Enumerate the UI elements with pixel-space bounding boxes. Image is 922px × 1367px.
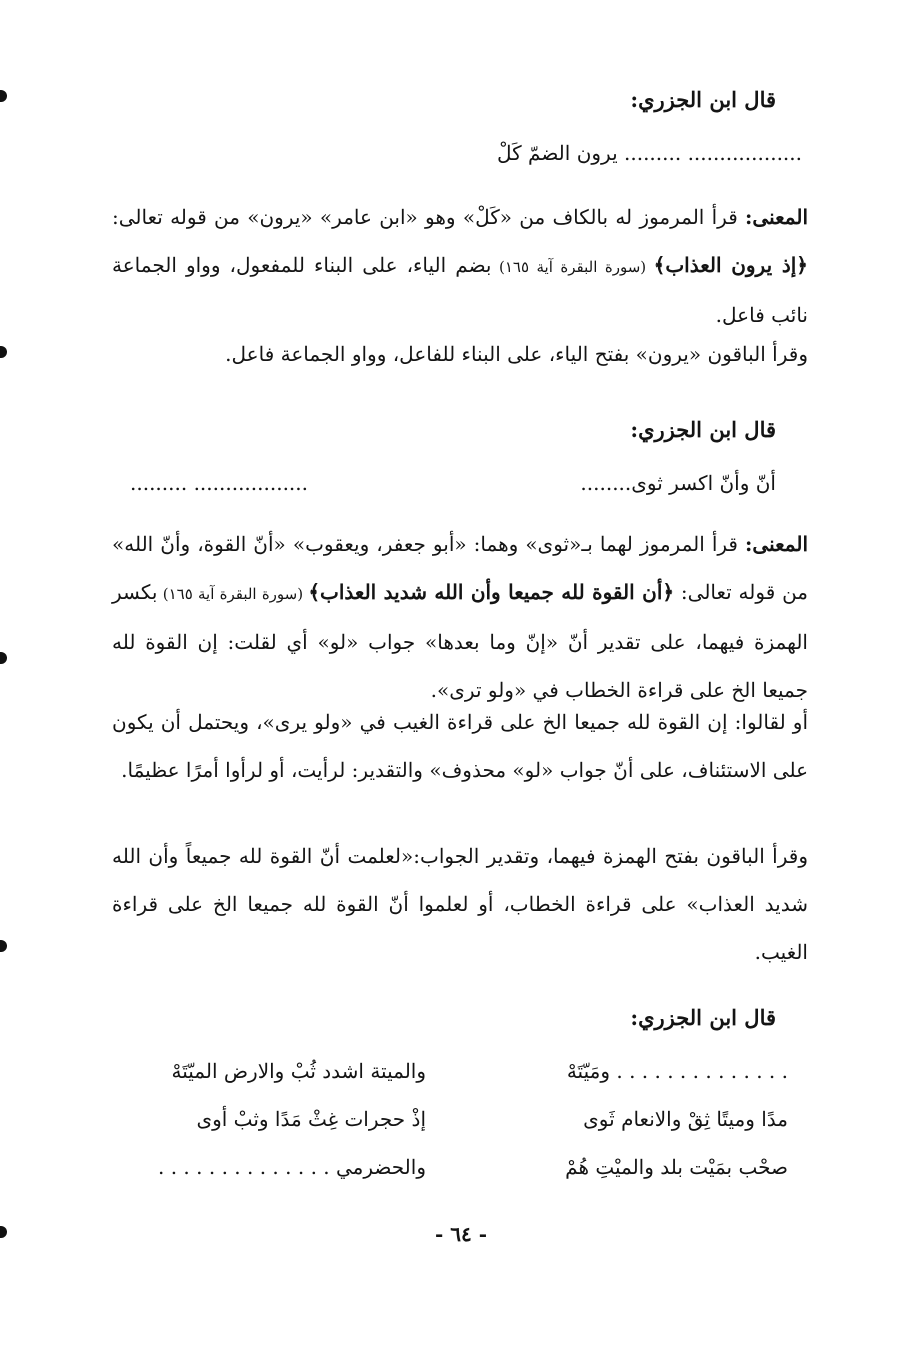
surah-reference: (سورة البقرة آية ١٦٥) [157,585,309,603]
verse-line: .................. ......... يرون الضمّ كَلْ [497,141,802,165]
explanation-paragraph: وقرأ الباقون «يرون» بفتح الياء، على البناء للفاعل، وواو الجماعة فاعل. [225,342,808,366]
verse-line: صحْب بمَيْت بلد والميْتِ هُمْ [565,1155,788,1179]
verse-line: .................. ......... [130,471,309,495]
verse-line: مدًا وميتًا ثِقْ والانعام ثَوى [583,1107,788,1131]
page-number: - ٦٤ - [434,1222,487,1246]
explanation-paragraph [112,520,808,714]
quran-quote: ﴿أن القوة لله جميعا وأن الله شديد العذاب﴾ [308,580,675,604]
verse-line: إذْ حجرات غِثْ مَدًا وثبْ أوى [196,1107,426,1131]
paragraph-text: قرأ المرموز له بالكاف من «كَلْ» وهو «ابن عامر» «يرون» من قوله تعالى: [112,205,746,229]
explanation-paragraph: وقرأ الباقون بفتح الهمزة فيهما، وتقدير الجواب:«لعلمت أنّ القوة لله جميعاً وأن الله شديد العذاب» على قراءة الخطاب، أو لعلموا أنّ القوة لله جميعا الخ على قراءة الغيب. [112,844,808,964]
paragraph-text: قرأ المرموز لهما بـ«ثوى» وهما: «أبو جعفر، ويعقوب» «أنّ القوة، وأنّ الله» من قوله تعالى: [112,532,809,604]
paragraph-text: بكسر الهمزة فيهما، على تقدير أنّ «إنّ وما بعدها» جواب «لو» أي لقلت: إن القوة لله جميعا الخ على قراءة الخطاب في «ولو ترى». [112,580,808,702]
verse-line: أنّ وأنّ اكسر ثوى........ [580,471,776,495]
scan-mark [0,346,7,358]
section-heading: قال ابن الجزري: [630,87,776,112]
section-heading: قال ابن الجزري: [630,417,776,442]
quran-quote: ﴿إذ يرون العذاب﴾ [653,253,808,277]
paragraph-text: بضم الياء، على البناء للمفعول، وواو الجماعة نائب فاعل. [112,253,808,327]
section-heading: قال ابن الجزري: [630,1005,776,1030]
surah-reference: (سورة البقرة آية ١٦٥) [491,258,654,276]
explanation-paragraph: أو لقالوا: إن القوة لله جميعا الخ على قراءة الغيب في «ولو يرى»، ويحتمل أن يكون على الاستئناف، على أنّ جواب «لو» محذوف» والتقدير: لرأيت، أو لرأوا أمرًا عظيمًا. [112,710,809,782]
scan-mark [0,940,7,952]
scan-mark [0,652,7,664]
verse-line: والميتة اشدد ثُبْ والارض الميّتَهْ [171,1059,426,1083]
meaning-label: المعنى: [745,532,808,556]
meaning-label: المعنى: [745,205,808,229]
explanation-paragraph [112,193,808,339]
verse-line: . . . . . . . . . . . . . . ومَيّتَهْ [566,1059,788,1083]
scan-mark [0,90,7,102]
verse-line: والحضرمي . . . . . . . . . . . . . . [158,1155,426,1179]
